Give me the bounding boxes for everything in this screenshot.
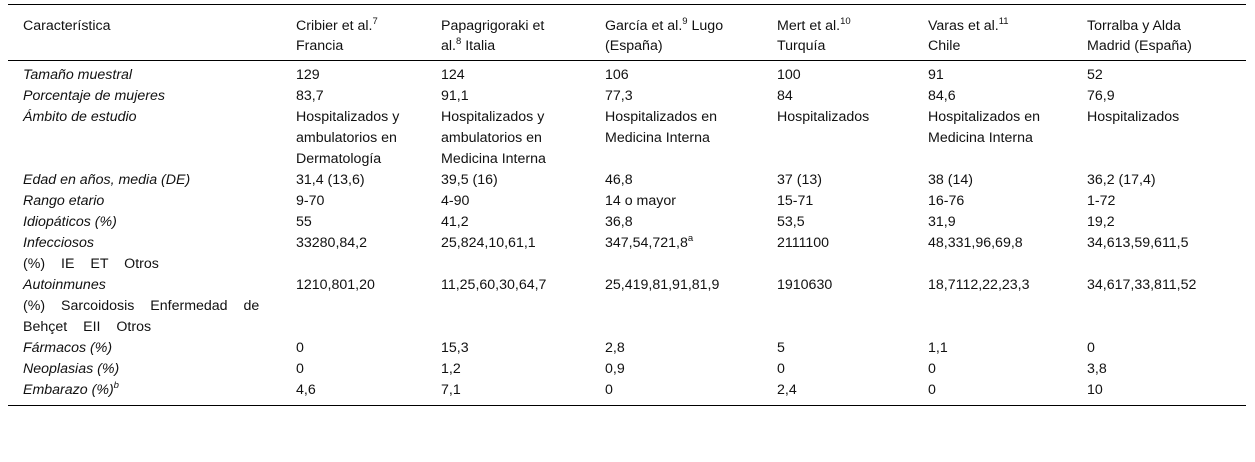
table-cell: 91 [928, 67, 944, 83]
table-cell: 55 [296, 214, 312, 230]
row-label-main: Infecciosos [23, 235, 94, 251]
table-cell: 9-70 [296, 193, 325, 209]
table-cell: 0 [605, 382, 613, 398]
row-label: Neoplasias (%) [23, 361, 120, 377]
header-cribier [281, 5, 426, 61]
table-cell: 10 [1087, 382, 1103, 398]
header-line: Torralba y Alda [1087, 18, 1181, 34]
table-cell: 36,8 [605, 214, 633, 230]
row-label: Rango etario [23, 193, 105, 209]
table-cell: 1-72 [1087, 193, 1116, 209]
table-cell: 52 [1087, 67, 1103, 83]
header-line: Cribier et al. [296, 18, 373, 34]
header-line: Chile [928, 38, 961, 54]
table-cell: 34,613,59,611,5 [1087, 235, 1189, 251]
header-line: Turquía [777, 38, 826, 54]
table-cell: 124 [441, 67, 465, 83]
table-row [8, 359, 1246, 380]
table-row [8, 107, 1246, 170]
row-label-sub: (%) IE ET Otros [23, 256, 159, 272]
header-garcia [590, 5, 762, 61]
header-line: Varas et al. [928, 18, 999, 34]
table-cell: 0 [928, 382, 936, 398]
header-caracteristica: Característica [23, 18, 111, 34]
table-cell: 25,419,81,91,81,9 [605, 277, 720, 293]
table-cell: 11,25,60,30,64,7 [441, 277, 547, 293]
table-cell: 38 (14) [928, 172, 973, 188]
citation-sup: 11 [998, 16, 1009, 27]
row-label-main: Embarazo (%) [23, 382, 114, 398]
table-cell: 41,2 [441, 214, 469, 230]
table-cell: 84,6 [928, 88, 956, 104]
table-cell: 36,2 (17,4) [1087, 172, 1156, 188]
header-line: García et al. [605, 18, 683, 34]
table-cell: 7,1 [441, 382, 461, 398]
header-varas [913, 5, 1072, 61]
table-row [8, 191, 1246, 212]
table-cell: 83,7 [296, 88, 324, 104]
table-cell: 53,5 [777, 214, 805, 230]
table-cell: 34,617,33,811,52 [1087, 277, 1197, 293]
table-cell: 18,7112,22,23,3 [928, 277, 1030, 293]
table-cell: 25,824,10,61,1 [441, 235, 536, 251]
footnote-sup: a [687, 233, 694, 244]
table-row [8, 275, 1246, 338]
table-row [8, 212, 1246, 233]
table-cell: 1,2 [441, 361, 461, 377]
table-row [8, 86, 1246, 107]
row-label: Ámbito de estudio [23, 109, 137, 125]
table-cell: 76,9 [1087, 88, 1115, 104]
table-row [8, 170, 1246, 191]
table-cell: 129 [296, 67, 320, 83]
table-row [8, 61, 1246, 87]
citation-sup: 7 [372, 16, 378, 27]
table-cell: 19,2 [1087, 214, 1115, 230]
row-label [8, 233, 281, 275]
header-line: Francia [296, 38, 344, 54]
header-line: Italia [461, 38, 496, 54]
header-line: Lugo [687, 18, 724, 34]
table-cell: 2,8 [605, 340, 625, 356]
row-label: Idiopáticos (%) [23, 214, 117, 230]
citation-sup: 10 [840, 16, 851, 27]
table-cell: 31,4 (13,6) [296, 172, 365, 188]
row-label: Fármacos (%) [23, 340, 113, 356]
table-cell: 4-90 [441, 193, 470, 209]
header-line: Papagrigoraki et [441, 18, 545, 34]
table-cell: Hospitalizados [777, 109, 870, 125]
table-cell: Hospitalizados en Medicina Interna [605, 109, 717, 146]
table-cell: 77,3 [605, 88, 633, 104]
table-cell: 48,331,96,69,8 [928, 235, 1023, 251]
table-cell: 2111100 [777, 235, 830, 251]
table-cell: 3,8 [1087, 361, 1107, 377]
header-line: Madrid (España) [1087, 38, 1192, 54]
table-cell: 5 [777, 340, 785, 356]
row-label: Tamaño muestral [23, 67, 133, 83]
table-cell: 2,4 [777, 382, 797, 398]
header-row [8, 5, 1246, 61]
table-cell: 0 [777, 361, 785, 377]
footnote-sup: b [113, 380, 119, 391]
row-label-sub: (%) Sarcoidosis Enfermedad de Behçet EII Otros [23, 298, 260, 335]
table-cell: 100 [777, 67, 801, 83]
header-papagrigoraki [426, 5, 590, 61]
header-line: al. [441, 38, 456, 54]
row-label: Edad en años, media (DE) [23, 172, 191, 188]
table-cell: Hospitalizados en Medicina Interna [928, 109, 1040, 146]
table-cell: 4,6 [296, 382, 316, 398]
row-label-main: Autoinmunes [23, 277, 106, 293]
table-cell: 0 [296, 340, 304, 356]
header-line: (España) [605, 38, 663, 54]
comparison-table [8, 4, 1246, 406]
table-cell: 1,1 [928, 340, 948, 356]
table-cell: 0 [1087, 340, 1095, 356]
table-cell: 106 [605, 67, 629, 83]
table-cell: 46,8 [605, 172, 633, 188]
table-cell: Hospitalizados [1087, 109, 1180, 125]
table-cell: 14 o mayor [605, 193, 676, 209]
table-cell: 0 [296, 361, 304, 377]
table-cell: 16-76 [928, 193, 965, 209]
citation-sup: 8 [455, 36, 462, 47]
table-cell: 39,5 (16) [441, 172, 498, 188]
table-cell: Hospitalizados y ambulatorios en Dermatología [296, 109, 400, 167]
table-cell: 31,9 [928, 214, 956, 230]
table-cell: 37 (13) [777, 172, 822, 188]
table-cell: Hospitalizados y ambulatorios en Medicina Interna [441, 109, 546, 167]
header-line: Mert et al. [777, 18, 841, 34]
cell-value: 347,54,721,8 [605, 235, 688, 251]
table-cell: 91,1 [441, 88, 469, 104]
table-cell: 15-71 [777, 193, 814, 209]
table-cell: 33280,84,2 [296, 235, 368, 251]
table-cell: 15,3 [441, 340, 469, 356]
table-cell: 0 [928, 361, 936, 377]
header-torralba [1072, 5, 1246, 61]
table-cell: 1210,801,20 [296, 277, 375, 293]
table-wrapper [8, 4, 1246, 406]
table-cell [590, 233, 762, 275]
table-row [8, 380, 1246, 406]
row-label [8, 380, 281, 406]
header-mert [762, 5, 913, 61]
table-row [8, 233, 1246, 275]
table-cell: 0,9 [605, 361, 625, 377]
table-cell: 84 [777, 88, 793, 104]
table-row [8, 338, 1246, 359]
row-label [8, 275, 281, 338]
citation-sup: 9 [682, 16, 688, 27]
table-cell: 1910630 [777, 277, 833, 293]
row-label: Porcentaje de mujeres [23, 88, 165, 104]
